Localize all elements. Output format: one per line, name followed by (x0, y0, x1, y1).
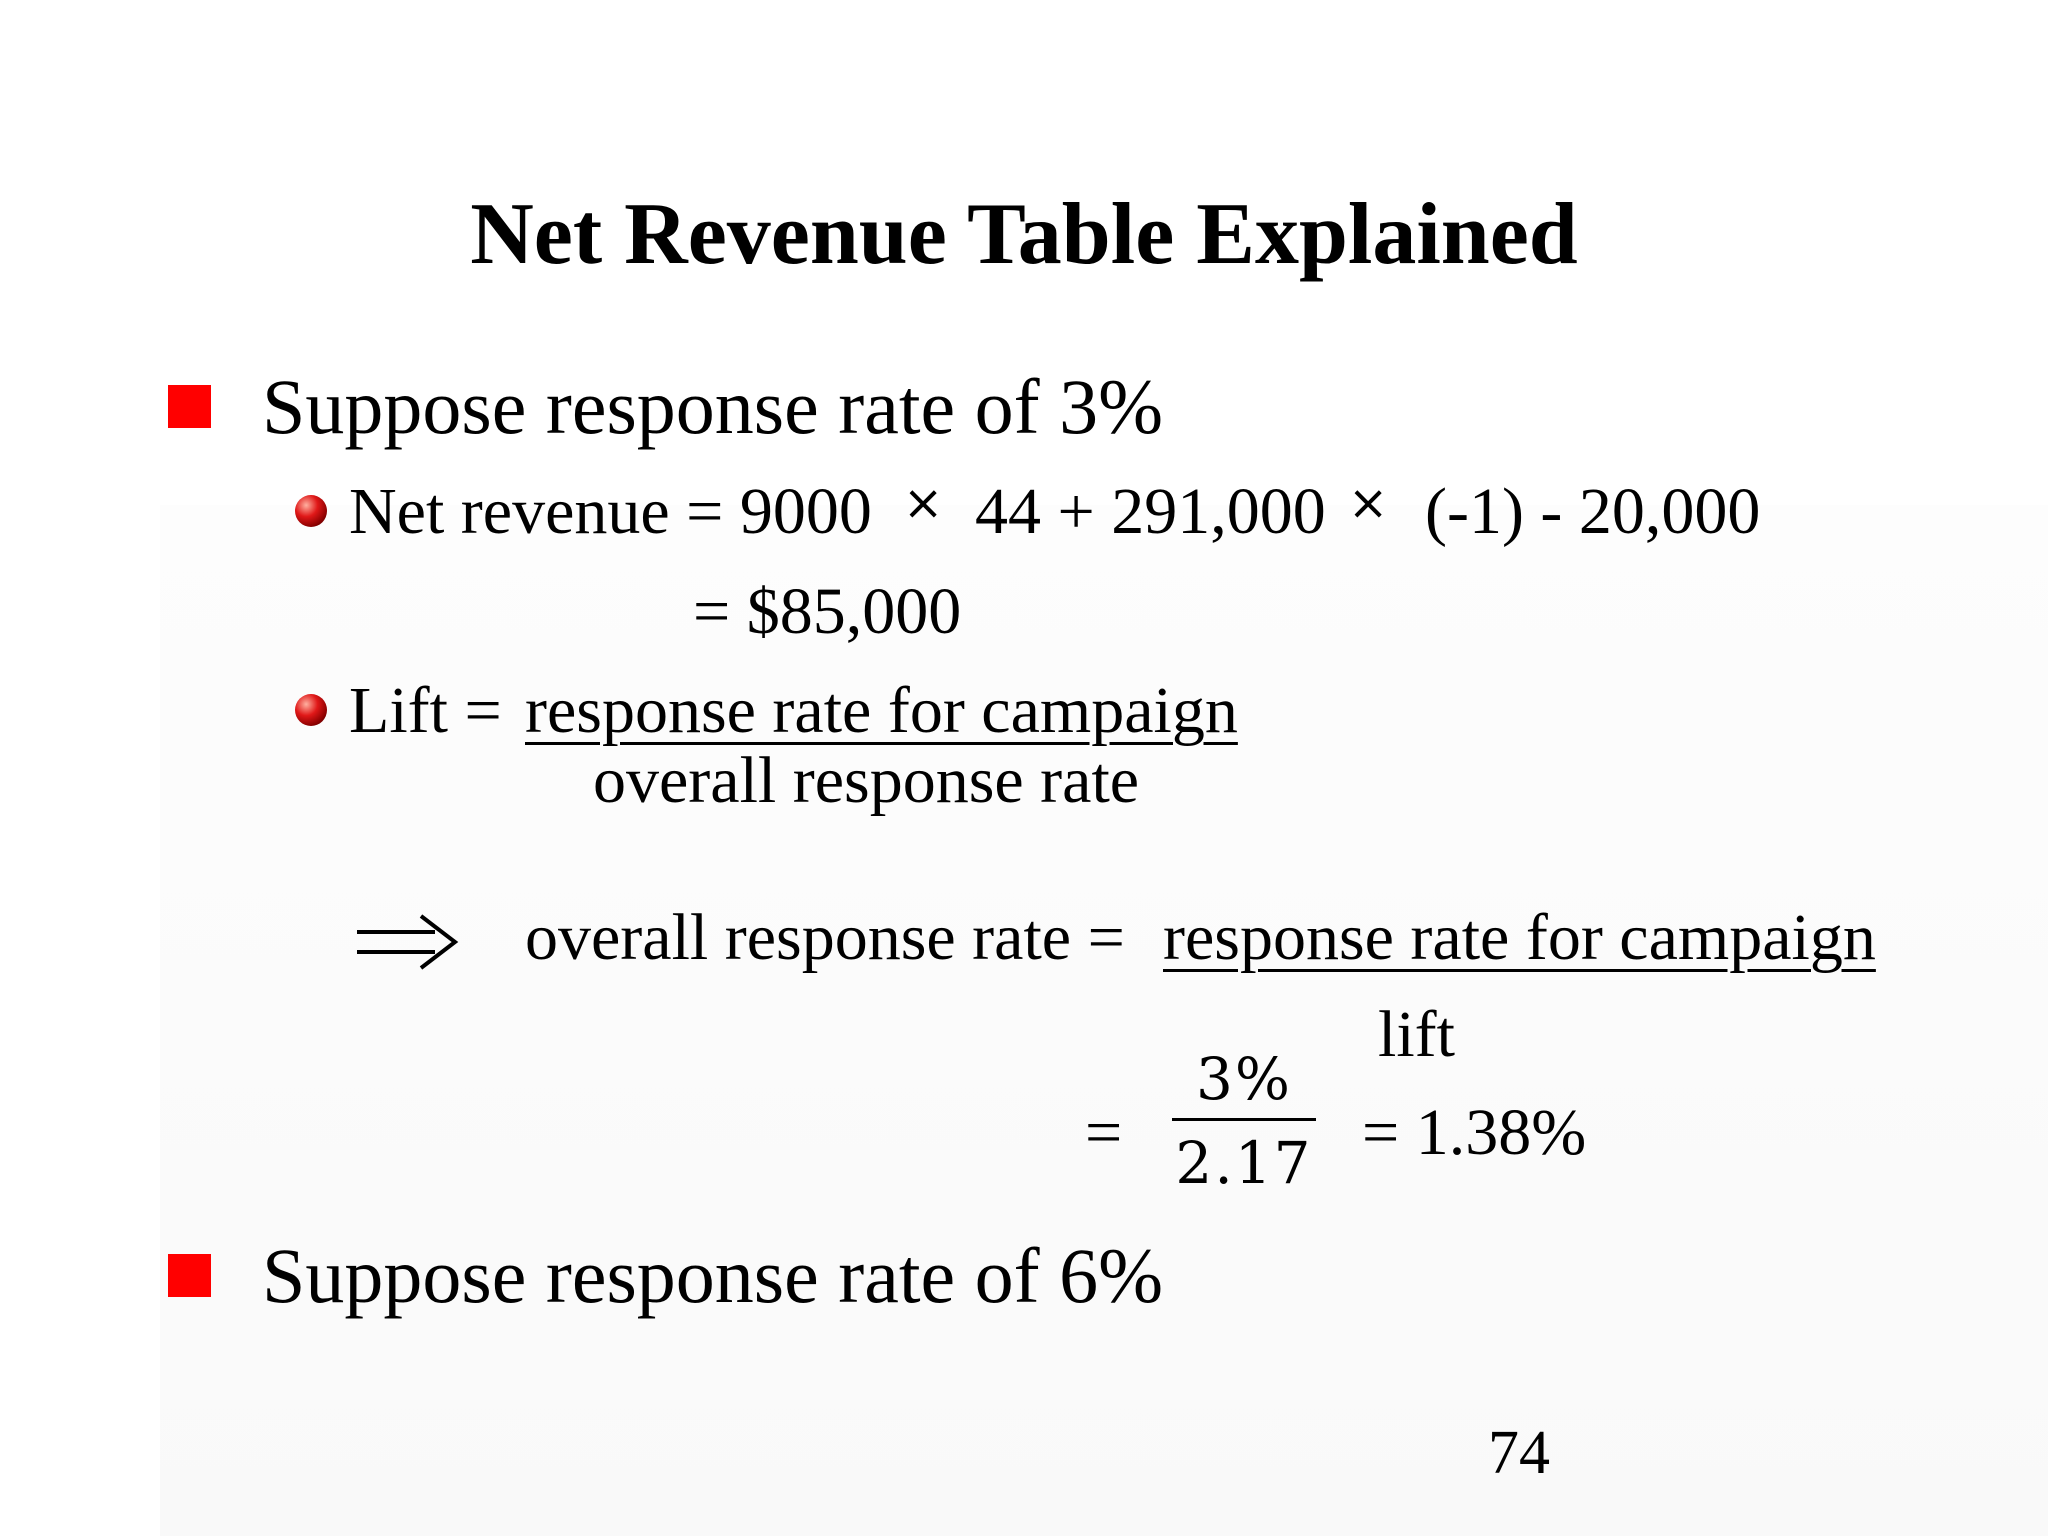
slide-background-shade (160, 505, 2048, 1536)
fraction-numerator: 3% (1195, 1045, 1292, 1113)
implies-arrow-icon (355, 912, 459, 972)
net-revenue-term-3: (-1) - 20,000 (1425, 475, 1761, 548)
bullet-square-icon (168, 385, 211, 428)
fraction-bar (1172, 1118, 1316, 1121)
slide-title: Net Revenue Table Explained (470, 186, 1578, 283)
net-revenue-result: = $85,000 (693, 575, 962, 648)
times-icon: × (903, 475, 944, 531)
bullet-ball-icon (295, 495, 327, 527)
lift-denominator: overall response rate (593, 744, 1140, 817)
lift-label: Lift = (349, 674, 502, 747)
derivation-result: = 1.38% (1362, 1096, 1587, 1169)
times-icon: × (1348, 475, 1389, 531)
derivation-denominator: lift (1378, 998, 1455, 1071)
net-revenue-term-2: 44 + 291,000 (975, 475, 1326, 548)
bullet-1-text: Suppose response rate of 3% (262, 363, 1164, 450)
bullet-2-text: Suppose response rate of 6% (262, 1232, 1164, 1319)
fraction-denominator: 2.17 (1175, 1129, 1313, 1197)
derivation-numerator: response rate for campaign (1163, 901, 1876, 974)
overall-response-rate-lhs: overall response rate = (525, 901, 1125, 974)
page-number: 74 (1488, 1419, 1550, 1487)
net-revenue-label: Net revenue = 9000 (349, 475, 872, 548)
equals-sign: = (1085, 1096, 1123, 1169)
bullet-square-icon (168, 1254, 211, 1297)
lift-numerator: response rate for campaign (525, 674, 1238, 747)
bullet-ball-icon (295, 694, 327, 726)
